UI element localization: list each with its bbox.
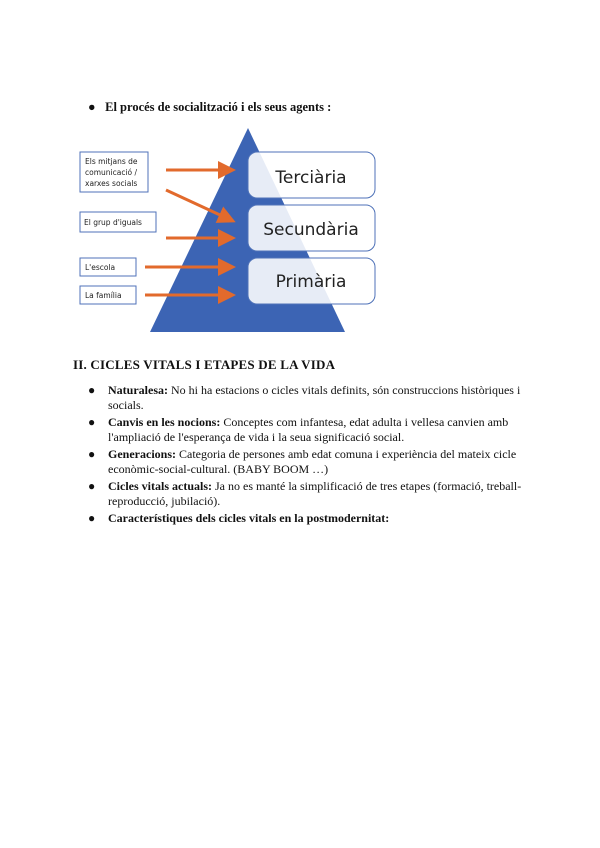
bullet-icon: ●: [88, 383, 96, 397]
agent-media-line2: comunicació /: [85, 168, 138, 177]
agent-peers-label: El grup d'iguals: [84, 218, 142, 227]
level-label-terciaria: Terciària: [275, 168, 347, 188]
item-label: Naturalesa:: [108, 383, 168, 397]
item-text: No hi ha estacions o cicles vitals definits, són construccions històriques i socials.: [108, 383, 521, 412]
item-text: Conceptes com infantesa, edat adulta i vellesa canvien amb l'ampliació de l'esperança de vida i la seua significació social.: [108, 415, 509, 444]
bullet-icon: ●: [88, 479, 96, 493]
item-label: Canvis en les nocions:: [108, 415, 221, 429]
cycles-list: [88, 383, 528, 528]
agent-media-line1: Els mitjans de: [85, 157, 138, 166]
item-label: Característiques dels cicles vitals en la postmodernitat:: [108, 511, 390, 525]
agent-media-line3: xarxes socials: [85, 179, 138, 188]
item-label: Generacions:: [108, 447, 176, 461]
list-item: [88, 383, 528, 413]
level-label-primaria: Primària: [275, 272, 347, 292]
level-box-terciaria: [248, 152, 375, 198]
list-item: [88, 447, 528, 477]
agent-box-media: [80, 152, 148, 192]
item-label: Cicles vitals actuals:: [108, 479, 212, 493]
bullet-icon: ●: [88, 447, 96, 461]
list-item: [88, 511, 528, 526]
item-text: Categoria de persones amb edat comuna i experiència del mateix cicle econòmic-social-cultural. (BABY BOOM …): [108, 447, 517, 476]
list-item: [88, 415, 528, 445]
agent-box-family: [80, 286, 136, 304]
agent-school-label: L'escola: [85, 263, 116, 272]
level-label-secundaria: Secundària: [263, 220, 359, 240]
intro-bullet: [88, 100, 331, 115]
agent-family-label: La família: [85, 291, 122, 300]
intro-text: El procés de socialització i els seus agents :: [105, 100, 332, 114]
item-text: Ja no es manté la simplificació de tres etapes (formació, treball-reproducció, jubilació).: [108, 479, 522, 508]
section-title: II. CICLES VITALS I ETAPES DE LA VIDA: [73, 357, 336, 372]
bullet-icon: ●: [88, 415, 96, 429]
list-item: [88, 479, 528, 509]
agent-box-peers: [80, 212, 156, 232]
agent-box-school: [80, 258, 136, 276]
level-box-primaria: [248, 258, 375, 304]
bullet-icon: ●: [88, 100, 96, 114]
socialization-diagram: [75, 128, 385, 332]
level-box-secundaria: [248, 205, 375, 251]
bullet-icon: ●: [88, 511, 96, 525]
